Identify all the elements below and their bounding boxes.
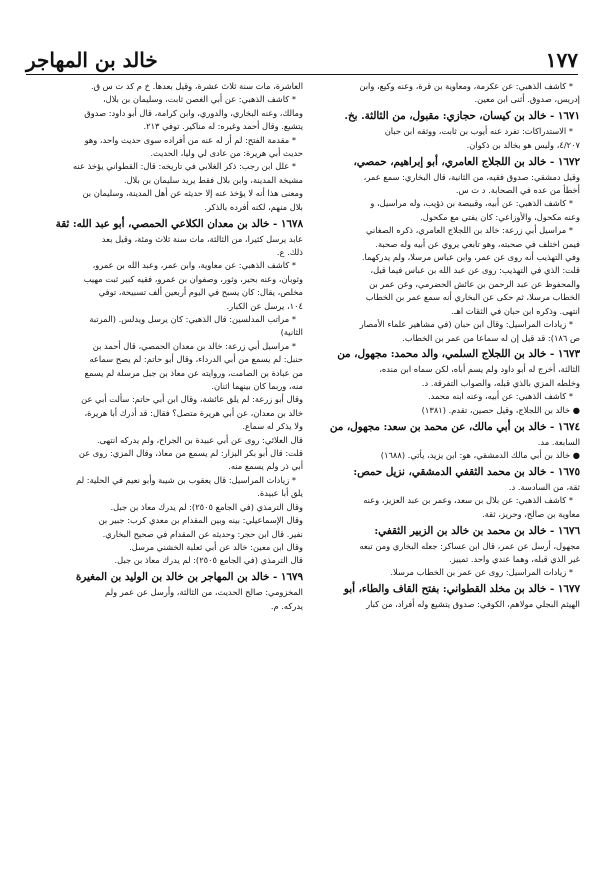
text-line: * مقدمة الفتح: لم أر له عنه من أفراده سوى حديث واحد، وهو (84, 134, 296, 145)
text-line: وقال الترمذي (في الجامع ٢٥٠٥): لم يدرك معاذ بن جبل. (110, 501, 303, 512)
text-line: عابد يرسل كثيرا، من الثالثة، مات سنة ثلاث ومئة، وقيل بعد (101, 233, 303, 244)
text-line: السابعة. مد. (537, 436, 580, 447)
text-line: مخلص، يقال: كان يسبح في اليوم أربعين ألف تسبيحة، توفي (98, 287, 303, 298)
text-line: ولا يذكر له سماع. (242, 421, 303, 432)
text-line: أخطأ من عده في الصحابة. د ت س. (455, 185, 580, 196)
entry-heading: ١٦٧٦ - خالد بن محمد بن خالد بن الزبير الثقفي: (374, 524, 580, 537)
text-line: ص ١٨٦): قد قيل إن له سماعا من عمر بن الخطاب. (402, 332, 580, 343)
entry-heading: ١٦٧٥ - خالد بن محمد الثقفي الدمشقي، نزيل حمص: (353, 465, 580, 478)
text-line: ومالك، وعنه البخاري، والدوري، وابن كرامة، قال أبو داود: صدوق (84, 107, 303, 118)
text-line: * زيادات المراسيل: قال يعقوب بن شيبة وأبو نعيم في الحلية: لم (76, 474, 296, 485)
text-line: * مراسيل أبي زرعة: خالد بن اللجلاج العامري، ذكره الصغاني (365, 225, 573, 236)
text-line: وثوبان، وعنه بحير، وثور، وصفوان بن عمرو، فقيه كبير ثبت مهيب (83, 273, 303, 284)
text-line: وقال ابن معين: خالد عن أبي ثعلبة الخشني مرسل. (129, 541, 303, 552)
text-line: خالد بن معدان، عن أبي هريرة متصل؟ فقال: قد أدرك أبا هريرة، (84, 407, 303, 418)
text-line: وقيل دمشقي: صدوق فقيه، من الثانية، قال البخاري: سمع عمر، (363, 171, 580, 182)
text-line: الهيثم البجلي مولاهم، الكوفي: صدوق يتشيع وله أفراد، من كبار (366, 599, 580, 610)
text-line: * كاشف الذهبي: عن أبيه، وقبيصة بن ذؤيب، وله مراسيل، و (370, 198, 573, 209)
text-line: يلق أبا عبيدة. (257, 488, 303, 499)
text-line: أبي ذر ولم يسمع منه. (228, 461, 303, 472)
text-line: العاشرة، مات سنة ثلاث عشرة، وقيل بعدها. خ م كد ت س ق. (90, 81, 303, 91)
text-line: حديث أبي هريرة: من عادى لي وليا، الحديث. (150, 148, 303, 159)
text-line: والمحفوظ عن عبد الرحمن بن عائش الحضرمي، وعن عمر بن (369, 278, 580, 289)
text-line: إدريس، صدوق. أثنى ابن معين. (474, 94, 580, 105)
text-line: ● خالد بن اللجلاج، وقيل حصين، تقدم. (١٣٨١) (421, 404, 580, 415)
text-line: * مراتب المدلسين: قال الذهبي: كان يرسل ويدلس. (المرتبة (89, 314, 296, 324)
text-line: معاوية بن صالح، وحريز، ثقة. (482, 508, 580, 519)
text-line: يدركه. م. (270, 600, 303, 611)
right-column (312, 80, 580, 873)
text-line: * كاشف الذهبي: عن أبيه، وعنه ابنه محمد. (428, 391, 573, 402)
entry-heading: ١٦٧٤ - خالد بن أبي مالك، عن محمد بن سعد: مجهول، من (329, 420, 580, 433)
text-line: ● خالد بن أبي مالك الدمشقي، هو: ابن يزيد، يأتي. (١٦٨٨) (380, 449, 580, 460)
text-line: الخطاب مرسلا، ثم حكى عن البخاري أنه سمع عمر بن الخطاب (365, 292, 580, 303)
text-line: من عبادة بن الصامت، وروايته عن معاذ بن جبل مرسلة لم يسمع (84, 367, 303, 378)
text-line: ١٠٤، يرسل عن الكبار. (226, 300, 303, 311)
text-line: الثالثة، أخرج له أبو داود ولم يسم أباه، لكن سماه ابن منده، (379, 364, 580, 375)
text-line: * كاشف الذهبي: عن أبي الغصن ثابت، وسليمان بن بلال، (102, 94, 296, 105)
text-line: * مراسيل أبي زرعة: خالد بن معدان الحمصي، قال أحمد بن (92, 340, 296, 351)
text-line: ومعنى هذا أنه لا يؤخذ عنه إلا حديثه عن أهل المدينة، وسليمان بن (82, 188, 303, 199)
text-line: * كاشف الذهبي: عن بلال بن سعد، وعمر بن عبد العزيز، وعنه (363, 495, 573, 506)
text-line: مجهول، أرسل عن عمر، قال ابن عساكر: جعله البخاري ومن تبعه (359, 540, 580, 551)
text-line: قلت: الذي في التهذيب: روى عن عبد الله بن عباس فيما قيل، (370, 265, 580, 276)
text-line: وعنه مكحول، والأوزاعي: كان يفتي مع مكحول. (420, 211, 580, 222)
text-line: * كاشف الذهبي: عن معاوية، وابن عمر، وعبد الله بن عمرو، (92, 260, 296, 271)
entry-heading: ١٦٧٩ - خالد بن المهاجر بن خالد بن الوليد بن المغيرة (75, 571, 303, 584)
page-header (26, 40, 578, 75)
text-line: ذلك. ع. (276, 246, 303, 257)
text-line: مشيخة المدينة، وابن بلال فقط يريد سليمان بن بلال. (123, 174, 303, 185)
running-title: خالد بن المهاجر (26, 48, 158, 72)
text-line: انتهى. وذكره ابن حبان في الثقات اهـ. (451, 305, 580, 316)
text-line: ٤/٢٠٧، وليس هو بخالد بن ذكوان. (466, 139, 580, 150)
text-line: * زيادات المراسيل: روى عن عمر بن الخطاب مرسلا. (390, 567, 573, 578)
text-line: وخلطه المزي بالذي قبله، والصواب التفرقة. د. (421, 377, 580, 388)
entry-heading: ١٦٧٣ - خالد بن اللجلاج السلمي، والد محمد: مجهول، من (337, 348, 580, 361)
page-number: ١٧٧ (545, 48, 578, 72)
text-line: يتشيع. وقال أحمد وغيره: له مناكير. توفي ٢١٣. (143, 121, 303, 132)
text-line: وقال الإسماعيلي: بينه وبين المقدام بن معدي كرب: جبير بن (98, 515, 303, 526)
text-line: فيمن اختلف في صحبته، وهو تابعي يروي عن أبيه وله صحبة. (375, 238, 580, 249)
text-line: المخزومي: صالح الحديث، من الثالثة، وأرسل عن عمر ولم (105, 587, 303, 598)
text-line: قلت: قال أبو بكر البزار: لم يسمع من معاذ، وقال المزي: روى عن (78, 448, 303, 459)
text-line: ثقة، من السادسة. د. (508, 481, 580, 492)
text-line: نفير. قال ابن حجر: وحديثه عن المقدام في صحيح البخاري. (102, 528, 303, 539)
text-line: قال العلائي: روى عن أبي عبيدة بن الجراح، ولم يدركه انتهى. (96, 434, 303, 445)
text-line: قال الترمذي (في الجامع ٢٥٠٥): لم يدرك معاذ بن جبل. (114, 555, 303, 566)
text-line: حنبل: لم يسمع من أبي الدرداء، وقال أبو حاتم: لم يصح سماعه (89, 354, 303, 365)
entry-heading: ١٦٧٨ - خالد بن معدان الكلاعي الحمصي، أبو عبد الله: ثقة (55, 217, 303, 230)
text-line: * الاستدراكات: تفرد عنه أيوب بن ثابت، ووثقه ابن حبان (384, 126, 573, 137)
text-line: * زيادات المراسيل: وقال ابن حبان (في مشاهير علماء الأمصار (359, 319, 573, 330)
entry-heading: ١٦٧١ - خالد بن كيسان، حجازي: مقبول، من الثالثة. بخ. (344, 110, 580, 123)
entry-heading: ١٦٧٧ - خالد بن مخلد القطواني: بفتح القاف والطاء، أبو (343, 583, 580, 596)
text-line: منه، وربما كان بينهما اثنان. (211, 381, 303, 392)
text-line: وقال أبو زرعة: لم يلق عائشة، وقال ابن أبي حاتم: سألت أبي عن (81, 394, 303, 405)
text-line: وفي التهذيب أنه روى عن عمر، وابن عباس مرسلا، ولم يدركهما. (361, 252, 580, 263)
text-line: غير الذي قبله، وهما عندي واحد. تمييز. (448, 553, 580, 564)
left-column (24, 80, 303, 873)
text-line: * كاشف الذهبي: عن عكرمة، ومعاوية بن قرة، وعنه وكيع، وابن (359, 81, 573, 91)
text-line: * علل ابن رجب: ذكر الغلابي في تاريخه: قال: القطواني يؤخذ عنه (73, 161, 296, 172)
text-line: بلال منهم، لكنه أفرده بالذكر. (204, 201, 303, 212)
entry-heading: ١٦٧٢ - خالد بن اللجلاج العامري، أبو إبراهيم، حمصي، (353, 155, 580, 168)
text-line: الثانية) (280, 327, 303, 338)
